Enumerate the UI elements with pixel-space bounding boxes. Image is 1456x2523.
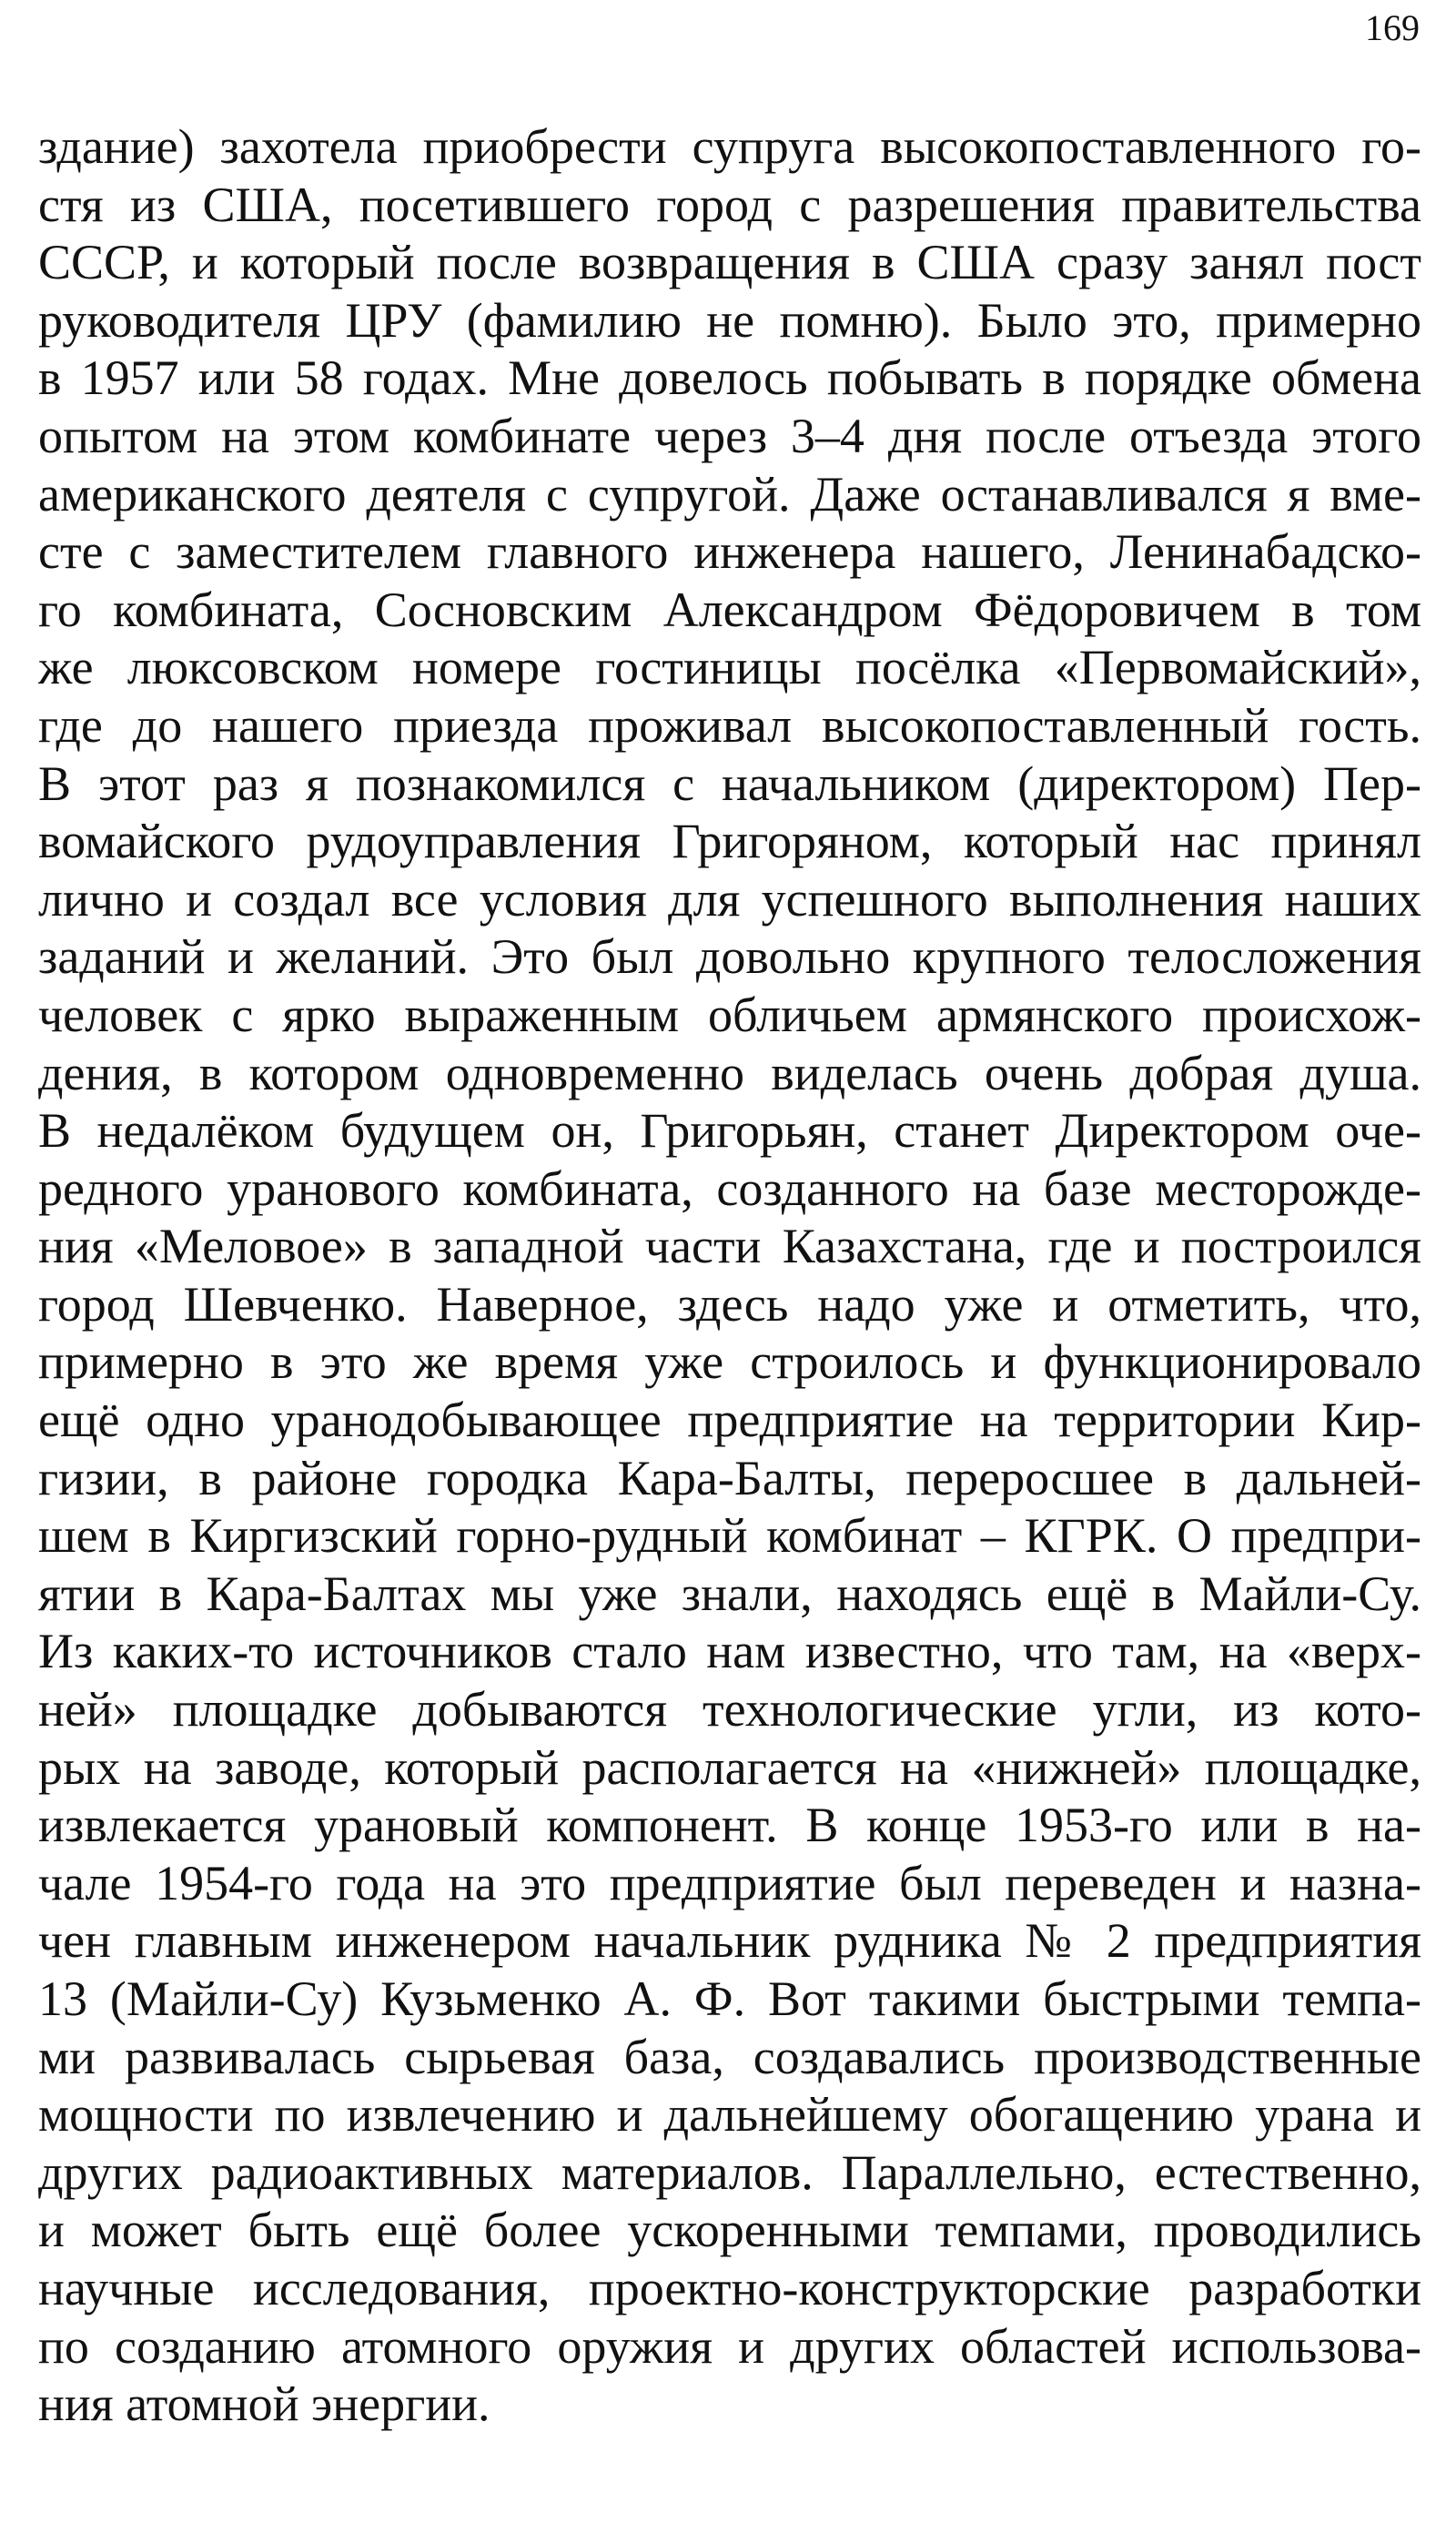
text-line: В этот раз я познакомился с начальником (директором) Пер- xyxy=(38,755,1421,811)
text-line: рых на заводе, который располагается на «нижней» площадке, xyxy=(38,1739,1421,1795)
text-line: других радиоактивных материалов. Параллельно, естественно, xyxy=(38,2144,1421,2200)
text-line: город Шевченко. Наверное, здесь надо уже и отметить, что, xyxy=(38,1276,1421,1332)
text-line: же люксовском номере гостиницы посёлка «Первомайский», xyxy=(38,640,1421,695)
text-line: Из каких-то источников стало нам известно, что там, на «верх- xyxy=(38,1624,1421,1679)
text-line: го комбината, Сосновским Александром Фёдоровичем в том xyxy=(38,582,1421,637)
text-line: стя из США, посетившего город с разрешения правительства xyxy=(38,177,1421,232)
text-line: по созданию атомного оружия и других областей использова- xyxy=(38,2318,1421,2374)
body-text xyxy=(38,118,1421,2434)
text-line: лично и создал все условия для успешного выполнения наших xyxy=(38,871,1421,927)
text-line: 13 (Майли-Су) Кузьменко А. Ф. Вот такими быстрыми темпа- xyxy=(38,1971,1421,2026)
text-line: в 1957 или 58 годах. Мне довелось побывать в порядке обмена xyxy=(38,350,1421,406)
text-line: опытом на этом комбинате через 3–4 дня после отъезда этого xyxy=(38,408,1421,463)
text-line: извлекается урановый компонент. В конце 1953-го или в на- xyxy=(38,1798,1421,1853)
text-line: гизии, в районе городка Кара-Балты, переросшее в дальней- xyxy=(38,1450,1421,1505)
text-line: ми развивалась сырьевая база, создавались производственные xyxy=(38,2029,1421,2084)
text-line: сте с заместителем главного инженера нашего, Ленинабадско- xyxy=(38,524,1421,580)
text-line: руководителя ЦРУ (фамилию не помню). Было это, примерно xyxy=(38,292,1421,348)
text-line: ния «Меловое» в западной части Казахстана, где и построился xyxy=(38,1219,1421,1274)
text-line: заданий и желаний. Это был довольно крупного телосложения xyxy=(38,929,1421,985)
text-line: СССР, и который после возвращения в США сразу занял пост xyxy=(38,235,1421,290)
text-line: и может быть ещё более ускоренными темпами, проводились xyxy=(38,2203,1421,2258)
text-line: примерно в это же время уже строилось и функционировало xyxy=(38,1334,1421,1390)
text-line: мощности по извлечению и дальнейшему обогащению урана и xyxy=(38,2087,1421,2143)
text-line: В недалёком будущем он, Григорьян, станет Директором оче- xyxy=(38,1103,1421,1159)
text-line: научные исследования, проектно-конструкторские разработки xyxy=(38,2260,1421,2315)
text-line: ещё одно уранодобывающее предприятие на территории Кир- xyxy=(38,1393,1421,1448)
text-line: дения, в котором одновременно виделась очень добрая душа. xyxy=(38,1045,1421,1100)
text-line: редного уранового комбината, созданного на базе месторожде- xyxy=(38,1160,1421,1216)
text-line: ней» площадке добываются технологические угли, из кото- xyxy=(38,1682,1421,1738)
text-line: ния атомной энергии. xyxy=(38,2376,490,2432)
text-line: где до нашего приезда проживал высокопоставленный гость. xyxy=(38,697,1421,753)
text-line: вомайского рудоуправления Григоряном, который нас принял xyxy=(38,814,1421,869)
text-line: шем в Киргизский горно-рудный комбинат – КГРК. О предпри- xyxy=(38,1508,1421,1564)
text-line: чен главным инженером начальник рудника № 2 предприятия xyxy=(38,1913,1421,1969)
text-line: человек с ярко выраженным обличьем армянского происхож- xyxy=(38,987,1421,1042)
text-line: ятии в Кара-Балтах мы уже знали, находясь ещё в Майли-Су. xyxy=(38,1565,1421,1621)
text-line: американского деятеля с супругой. Даже останавливался я вме- xyxy=(38,466,1421,522)
text-line: здание) захотела приобрести супруга высокопоставленного го- xyxy=(38,119,1421,174)
text-line: чале 1954-го года на это предприятие был переведен и назна- xyxy=(38,1855,1421,1910)
page-number: 169 xyxy=(1365,7,1420,48)
